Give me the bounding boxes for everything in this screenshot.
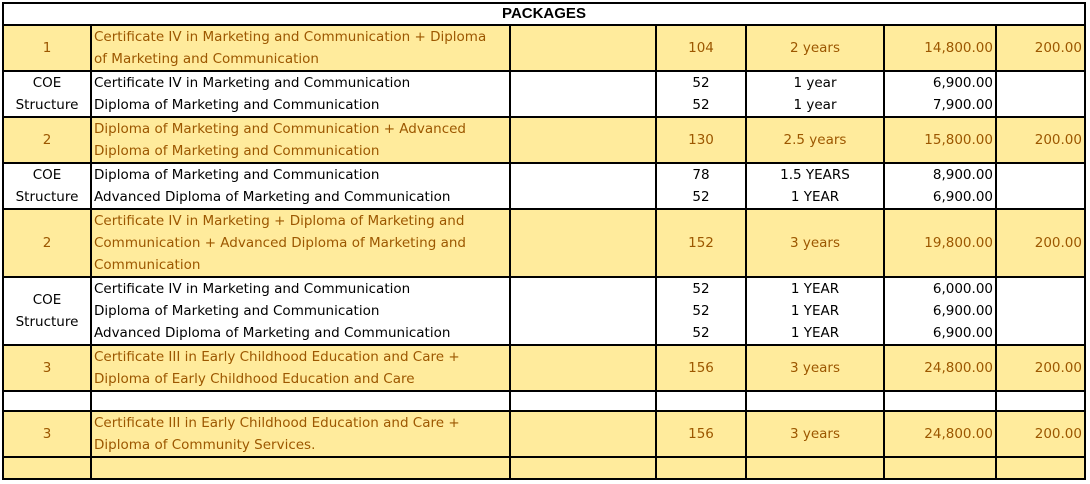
package-weeks: 156 <box>656 345 746 391</box>
coe-weeks: 78 52 <box>656 163 746 209</box>
empty-cell <box>91 457 510 479</box>
coe-courses: Diploma of Marketing and Communication Advanced Diploma of Marketing and Communication <box>91 163 510 209</box>
package-duration: 2.5 years <box>746 117 884 163</box>
package-weeks: 130 <box>656 117 746 163</box>
coe-fees: 6,000.00 6,900.00 6,900.00 <box>884 277 996 345</box>
empty-cell <box>510 411 656 457</box>
coe-duration: 1.5 YEARS 1 YEAR <box>746 163 884 209</box>
empty-cell <box>510 117 656 163</box>
package-fee: 14,800.00 <box>884 25 996 71</box>
coe-row <box>3 277 1085 345</box>
package-fee: 24,800.00 <box>884 345 996 391</box>
empty-cell <box>3 457 91 479</box>
empty-cell <box>746 457 884 479</box>
package-duration: 3 years <box>746 345 884 391</box>
coe-fees: 6,900.00 7,900.00 <box>884 71 996 117</box>
package-fee: 19,800.00 <box>884 209 996 277</box>
coe-courses: Certificate IV in Marketing and Communication Diploma of Marketing and Communication Advanced Diploma of Marketing and Communication <box>91 277 510 345</box>
package-row <box>3 117 1085 163</box>
package-number: 1 <box>3 25 91 71</box>
empty-cell <box>91 391 510 411</box>
coe-weeks: 52 52 <box>656 71 746 117</box>
empty-cell <box>510 391 656 411</box>
packages-table <box>2 2 1086 480</box>
package-weeks: 156 <box>656 411 746 457</box>
coe-row <box>3 163 1085 209</box>
empty-cell <box>510 457 656 479</box>
package-fee: 15,800.00 <box>884 117 996 163</box>
package-course: Diploma of Marketing and Communication + Advanced Diploma of Marketing and Communication <box>91 117 510 163</box>
coe-duration: 1 YEAR 1 YEAR 1 YEAR <box>746 277 884 345</box>
package-course: Certificate III in Early Childhood Education and Care + Diploma of Community Services. <box>91 411 510 457</box>
empty-cell <box>884 391 996 411</box>
package-number: 2 <box>3 209 91 277</box>
package-duration: 2 years <box>746 25 884 71</box>
empty-cell <box>996 163 1085 209</box>
package-extra-fee: 200.00 <box>996 25 1085 71</box>
empty-cell <box>510 345 656 391</box>
empty-cell <box>510 163 656 209</box>
empty-cell <box>656 391 746 411</box>
empty-cell <box>996 457 1085 479</box>
empty-cell <box>510 277 656 345</box>
package-weeks: 104 <box>656 25 746 71</box>
package-number: 2 <box>3 117 91 163</box>
packages-sheet <box>2 2 1086 480</box>
package-extra-fee: 200.00 <box>996 411 1085 457</box>
package-course: Certificate IV in Marketing + Diploma of Marketing and Communication + Advanced Diploma of Marketing and Communication <box>91 209 510 277</box>
package-number: 3 <box>3 411 91 457</box>
coe-courses: Certificate IV in Marketing and Communication Diploma of Marketing and Communication <box>91 71 510 117</box>
coe-fees: 8,900.00 6,900.00 <box>884 163 996 209</box>
empty-cell <box>510 209 656 277</box>
package-row <box>3 209 1085 277</box>
empty-cell <box>996 71 1085 117</box>
coe-label: COE Structure <box>3 277 91 345</box>
package-row <box>3 25 1085 71</box>
empty-cell <box>746 391 884 411</box>
coe-row <box>3 71 1085 117</box>
package-extra-fee: 200.00 <box>996 209 1085 277</box>
empty-cell <box>510 71 656 117</box>
coe-duration: 1 year 1 year <box>746 71 884 117</box>
package-duration: 3 years <box>746 411 884 457</box>
empty-cell <box>3 391 91 411</box>
empty-cell <box>996 391 1085 411</box>
package-row <box>3 411 1085 457</box>
empty-cell <box>996 277 1085 345</box>
package-course: Certificate IV in Marketing and Communication + Diploma of Marketing and Communication <box>91 25 510 71</box>
coe-label: COE Structure <box>3 163 91 209</box>
blank-row <box>3 391 1085 411</box>
blank-row <box>3 457 1085 479</box>
package-duration: 3 years <box>746 209 884 277</box>
empty-cell <box>656 457 746 479</box>
package-row <box>3 345 1085 391</box>
package-fee: 24,800.00 <box>884 411 996 457</box>
empty-cell <box>884 457 996 479</box>
package-weeks: 152 <box>656 209 746 277</box>
package-course: Certificate III in Early Childhood Education and Care + Diploma of Early Childhood Education and Care <box>91 345 510 391</box>
package-number: 3 <box>3 345 91 391</box>
package-extra-fee: 200.00 <box>996 117 1085 163</box>
coe-weeks: 52 52 52 <box>656 277 746 345</box>
table-title: PACKAGES <box>3 3 1085 25</box>
empty-cell <box>510 25 656 71</box>
package-extra-fee: 200.00 <box>996 345 1085 391</box>
coe-label: COE Structure <box>3 71 91 117</box>
